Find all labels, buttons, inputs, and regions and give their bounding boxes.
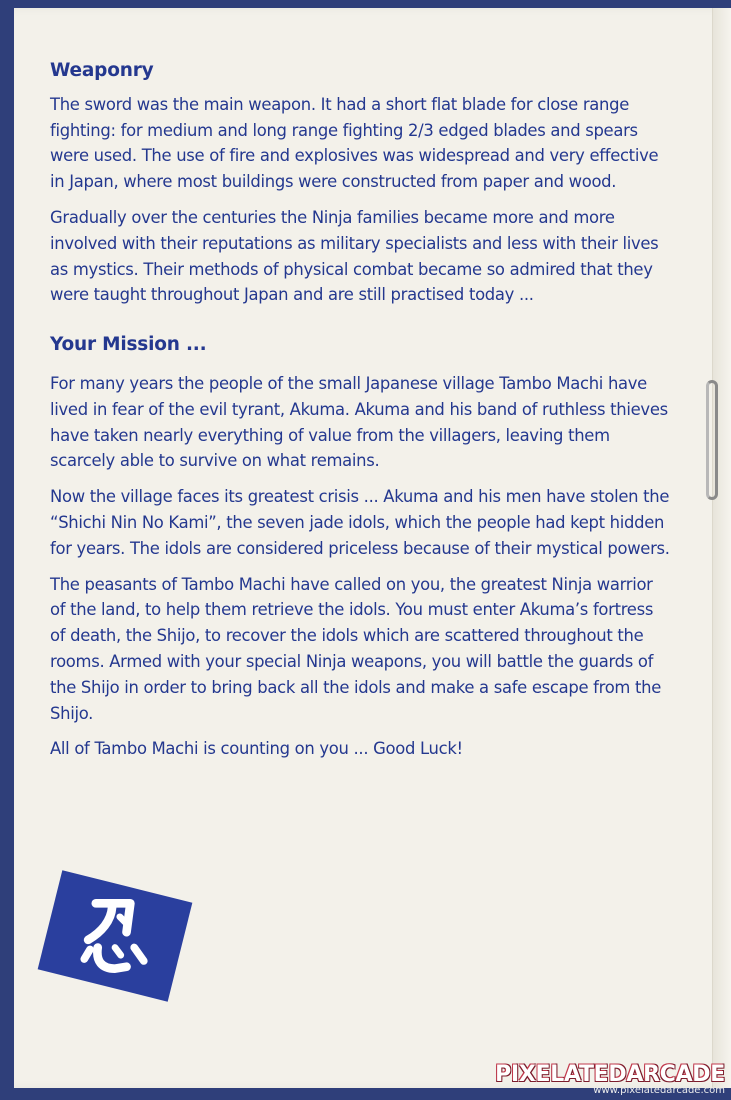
manual-content: [50, 58, 670, 772]
mission-section: [50, 332, 670, 762]
watermark: [495, 1062, 725, 1096]
mission-paragraph-1: For many years the people of the small Japanese village Tambo Machi have lived in fear of the evil tyrant, Akuma. Akuma and his band of ruthless thieves have taken nearly everything of value from the villagers, leaving them scarcely able to survive on what remains.: [50, 373, 668, 471]
weaponry-paragraph-2: Gradually over the centuries the Ninja families became more and more involved with their reputations as military specialists and less with their lives as mystics. Their methods of physical combat became so admired that they were taught throughout Japan and are still practised today ...: [50, 207, 659, 305]
mission-closing-line: All of Tambo Machi is counting on you ... Good Luck!: [50, 739, 463, 759]
mission-heading: Your Mission ...: [50, 334, 207, 356]
staple: [706, 380, 718, 500]
next-page-edge: [712, 8, 731, 1088]
watermark-title: PIXELATEDARCADE: [495, 1062, 725, 1087]
watermark-url: www.pixelatedarcade.com: [593, 1085, 725, 1096]
weaponry-section: [50, 58, 670, 308]
ninja-kanji-icon: [67, 888, 163, 984]
mission-paragraph-3: The peasants of Tambo Machi have called on you, the greatest Ninja warrior of the land, to help them retrieve the idols. You must enter Akuma’s fortress of death, the Shijo, to recover the idols which are scattered throughout the rooms. Armed with your special Ninja weapons, you will battle the guards of the Shijo in order to bring back all the idols and make a safe escape from the Shijo.: [50, 574, 661, 723]
weaponry-paragraph-1: The sword was the main weapon. It had a short flat blade for close range fighting: for medium and long range fighting 2/3 edged blades and spears were used. The use of fire and explosives was widespread and very effective in Japan, where most buildings were constructed from paper and wood.: [50, 94, 659, 192]
mission-paragraph-2: Now the village faces its greatest crisis ... Akuma and his men have stolen the “Shichi Nin No Kami”, the seven jade idols, which the people had kept hidden for years. The idols are considered priceless because of their mystical powers.: [50, 487, 670, 558]
weaponry-heading: Weaponry: [50, 60, 154, 81]
